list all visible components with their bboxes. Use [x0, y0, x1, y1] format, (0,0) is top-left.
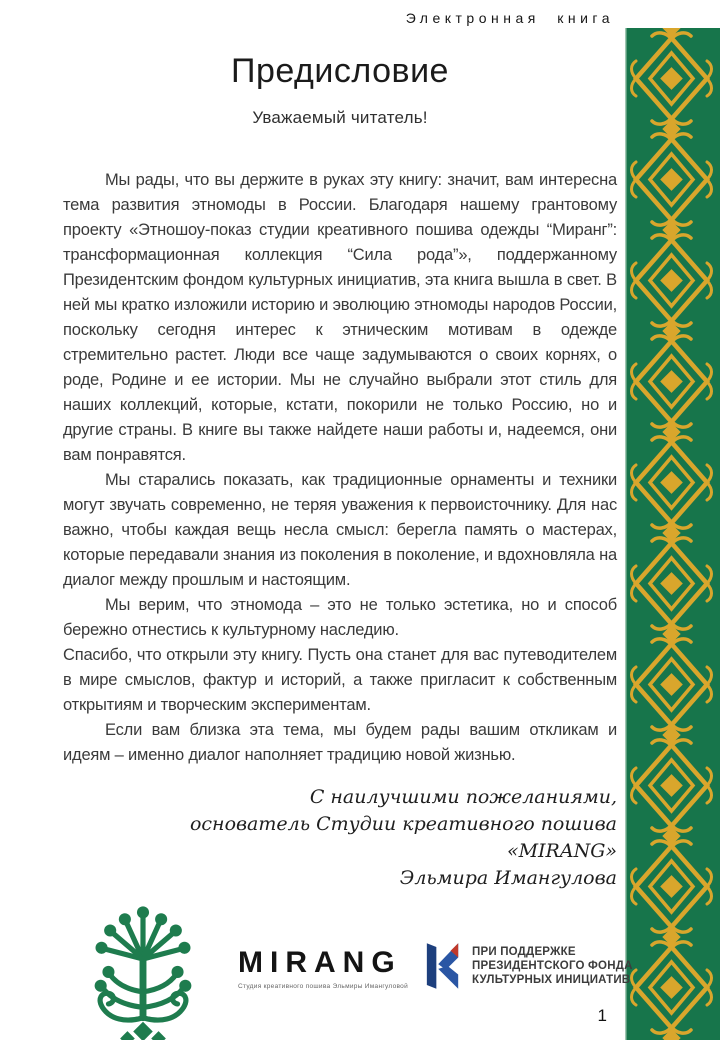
ornament-pattern-icon	[623, 28, 720, 1040]
paragraph: Если вам близка эта тема, мы будем рады вашим откликам и идеям – именно диалог наполняет традицию новой жизнью.	[63, 721, 617, 764]
pfki-support-block	[424, 941, 633, 991]
preface-content	[63, 52, 617, 892]
support-text-line: КУЛЬТУРНЫХ ИНИЦИАТИВ	[472, 974, 631, 986]
header-label: Электронная книга	[405, 10, 614, 26]
signature-line: С наилучшими пожеланиями,	[309, 786, 617, 808]
body-text	[63, 168, 617, 768]
page-number: 1	[597, 1006, 607, 1025]
signature-line: основатель Студии креативного пошива	[189, 813, 617, 835]
page-title: Предисловие	[231, 52, 449, 90]
support-text-line: ПРЕЗИДЕНТСКОГО ФОНДА	[472, 960, 633, 972]
ornament-tree-logo-icon	[48, 903, 238, 1040]
signature-block	[63, 784, 617, 892]
paragraph: Мы рады, что вы держите в руках эту книгу: значит, вам интересна тема развития этномоды в России. Благодаря нашему грантовому проекту «Этношоу-показ студии креативного пошива одежды “Миранг”: трансформационная коллекция “Сила рода”», поддержанному Президентским фондом культурных инициатив, эта книга вышла в свет. В ней мы кратко изложили историю и эволюцию этномоды народов России, поскольку сегодня интерес к этническим мотивам в одежде стремительно растет. Люди все чаще задумываются о своих корнях, о роде, Родине и ее истории. Мы не случайно выбрали этот стиль для наших коллекций, которые, кстати, покорили не только Россию, но и другие страны. В книге вы также найдете наши работы и, надеемся, они вам понравятся.	[63, 171, 617, 464]
mirang-subtitle: Студия креативного пошива Эльмиры Имангуловой	[238, 983, 409, 990]
paragraph: Мы верим, что этномода – это не только эстетика, но и способ бережно отнестись к культурному наследию.	[63, 596, 617, 639]
pfki-support-text	[472, 945, 633, 987]
paragraph: Мы старались показать, как традиционные орнаменты и техники могут звучать современно, не теряя уважения к первоисточнику. Для нас важно, чтобы каждая вещь несла смысл: берегла память о мастерах, которые передавали знания из поколения в поколение, и вдохновляла на диалог между прошлым и настоящим.	[63, 471, 617, 589]
signature-line: «MIRANG»	[506, 840, 617, 862]
pfki-logo-icon	[424, 941, 462, 991]
signature-line: Эльмира Имангулова	[399, 867, 617, 889]
mirang-logo	[238, 946, 408, 990]
support-text-line: ПРИ ПОДДЕРЖКЕ	[472, 946, 576, 958]
mirang-wordmark: MIRANG	[238, 946, 402, 979]
ethnic-ornament-border	[623, 28, 720, 1040]
paragraph: Спасибо, что открыли эту книгу. Пусть она станет для вас путеводителем в мире смыслов, фактур и историй, а также пригласит к собственным открытиям и творческим экспериментам.	[63, 646, 617, 714]
greeting-text: Уважаемый читатель!	[252, 108, 428, 127]
